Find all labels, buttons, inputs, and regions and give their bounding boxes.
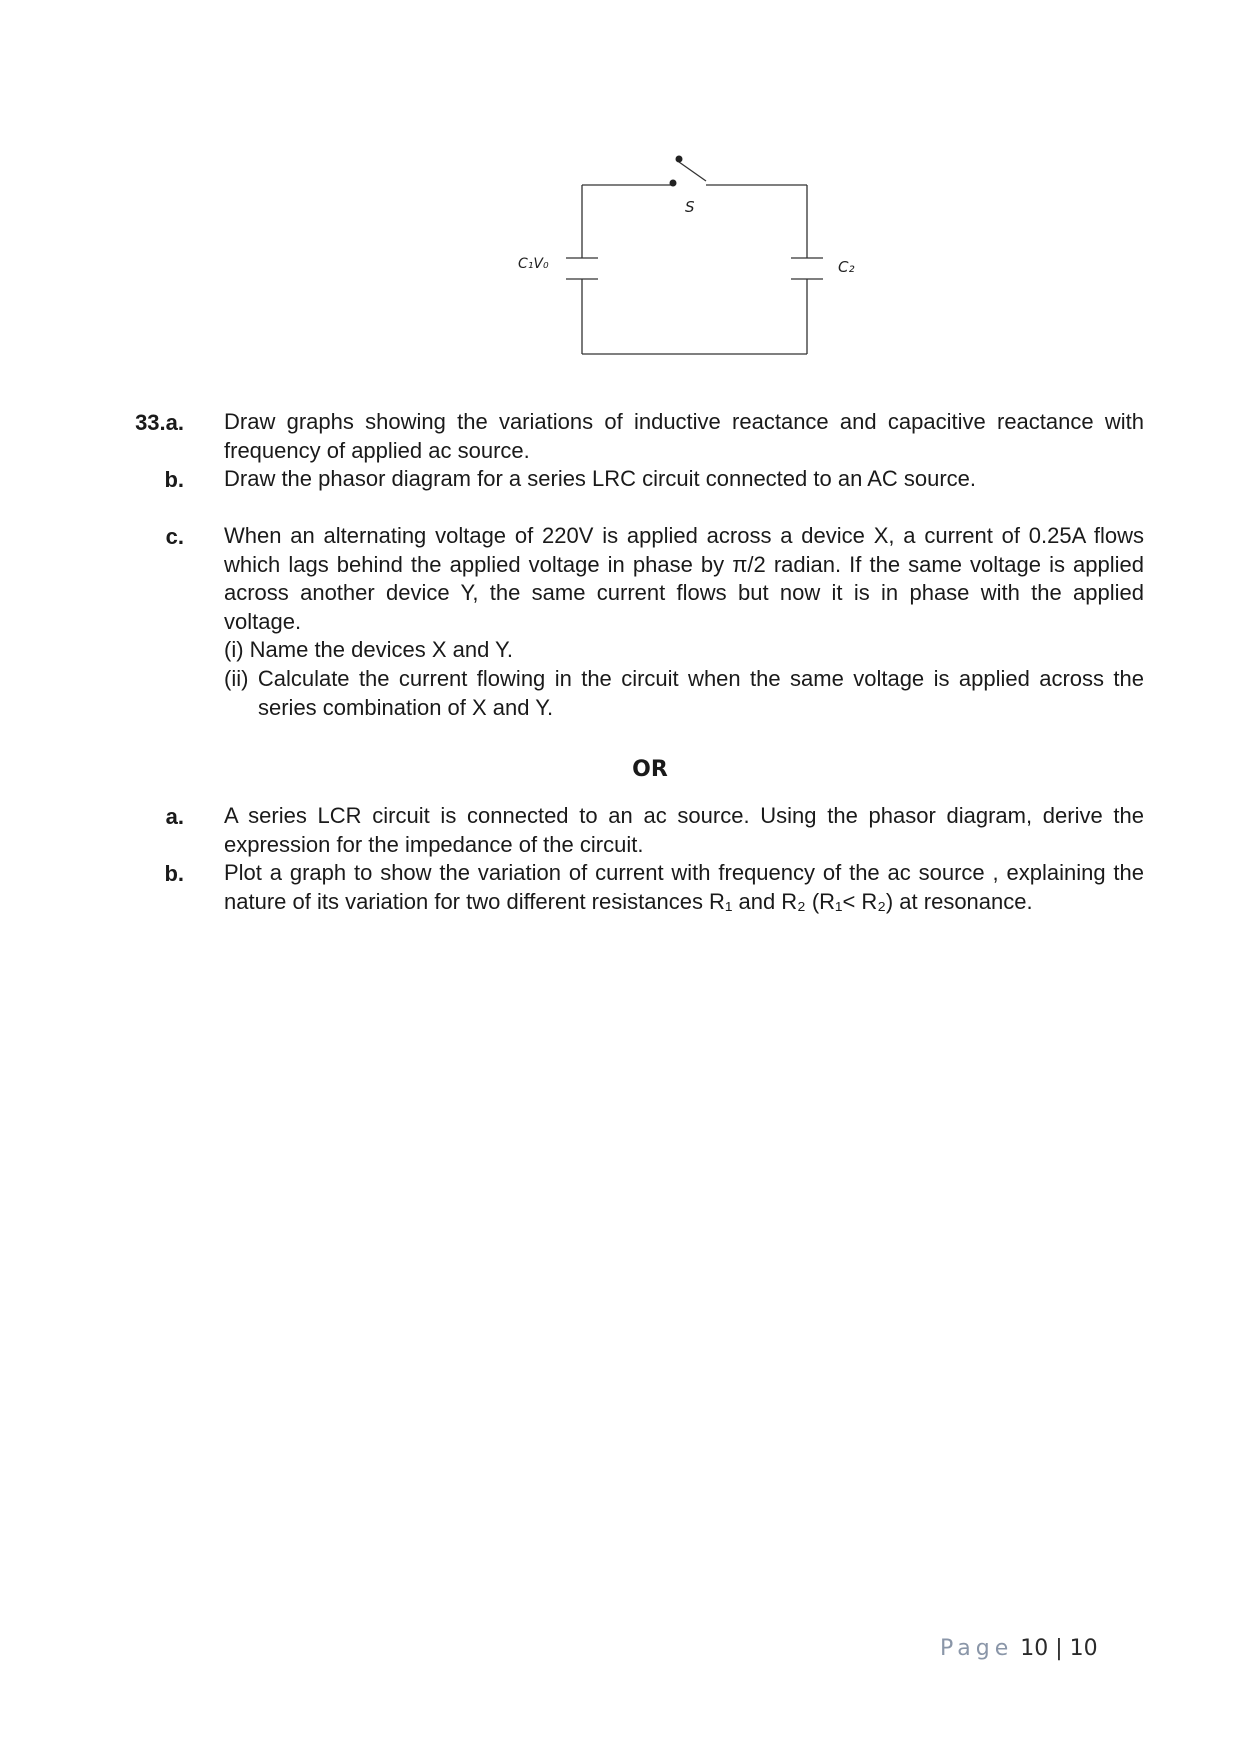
switch-lever — [679, 162, 706, 181]
question-text: A series LCR circuit is connected to an ac source. Using the phasor diagram, derive the expression for the impedance of the circuit. — [224, 803, 1144, 857]
left-capacitor-label: C₁V₀ — [518, 256, 549, 272]
question-number: 33.a. — [135, 410, 184, 435]
circuit-diagram — [0, 0, 1241, 380]
or-divider: OR — [632, 757, 668, 782]
question-number: a. — [165, 804, 184, 829]
switch-label: S — [685, 198, 695, 216]
question-text: When an alternating voltage of 220V is applied across a device X, a current of 0.25A flows which lags behind the applied voltage in phase by π/2 radian. If the same voltage is applied across another device Y, the same current flows but now it is in phase with the applied voltage. — [224, 523, 1144, 634]
right-capacitor-label: C₂ — [838, 258, 855, 276]
switch-pivot-dot — [676, 156, 683, 163]
question-number: b. — [164, 467, 184, 492]
question-text: Plot a graph to show the variation of current with frequency of the ac source , explaining the nature of its variation for two different resistances R₁ and R₂ (R₁< R₂) at resonance. — [224, 860, 1144, 914]
question-body — [224, 522, 1144, 722]
question-text: Draw the phasor diagram for a series LRC circuit connected to an AC source. — [224, 466, 977, 491]
question-number: c. — [165, 524, 184, 549]
question-number: b. — [164, 861, 184, 886]
page-word: Page — [940, 1636, 1014, 1661]
switch-contact-dot — [670, 180, 677, 187]
sub-question-i: (i) Name the devices X and Y. — [224, 637, 514, 663]
sub-question-ii: (ii) Calculate the current flowing in the circuit when the same voltage is applied across the series combination of X and Y. — [224, 665, 1144, 720]
page-number — [940, 1636, 1098, 1661]
question-text: Draw graphs showing the variations of inductive reactance and capacitive reactance with frequency of applied ac source. — [224, 409, 1144, 463]
page-numbers: 10 | 10 — [1020, 1636, 1098, 1661]
